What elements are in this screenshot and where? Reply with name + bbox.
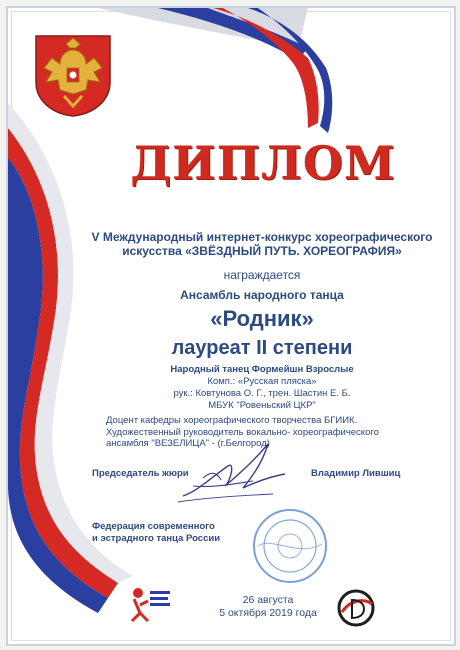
round-stamp-icon [238, 506, 338, 586]
contest-name [86, 230, 438, 258]
credentials-line: Художественный руководитель вокально- хореографического [106, 426, 379, 438]
jury-chair-label: Председатель жюри [92, 468, 189, 479]
event-dates [178, 594, 358, 620]
leaders-line: рук.: Ковтунова О. Г., трен. Шастин Е. Б. [173, 388, 351, 399]
institution-line: МБУК "Ровеньский ЦКР" [208, 400, 316, 411]
federation-line: и эстрадного танца России [92, 533, 221, 544]
diploma-sheet [6, 6, 456, 646]
ensemble-name: «Родник» [210, 306, 314, 331]
composition-line: Комп.: «Русская пляска» [207, 376, 317, 387]
diploma-title: ДИПЛОМ [130, 136, 396, 190]
date-line: 5 октября 2019 года [219, 607, 317, 619]
category-line: Народный танец Формейшн Взрослые [170, 364, 354, 375]
jury-chair-name: Владимир Лившиц [311, 468, 401, 479]
credentials-line: Доцент кафедры хореографического творчества БГИИК. [106, 415, 358, 426]
federation-line: Федерация современного [92, 521, 215, 532]
date-line: 26 августа [242, 594, 294, 606]
federation-logo-icon [126, 583, 172, 623]
performance-details [86, 364, 438, 412]
credentials-line: ансамбля "ВЕЗЕЛИЦА" - (г.Белгород) [106, 438, 270, 449]
awarded-label: награждается [223, 268, 301, 282]
contest-line: V Международный интернет-конкурс хореографического [91, 230, 433, 244]
ensemble-label: Ансамбль народного танца [180, 288, 344, 302]
laureate-degree: лауреат II степени [171, 337, 353, 359]
contest-line: искусства «ЗВЁЗДНЫЙ ПУТЬ. ХОРЕОГРАФИЯ» [122, 244, 402, 258]
coat-of-arms-icon [30, 32, 116, 118]
organizer-logo-icon [336, 588, 376, 628]
signature-icon [173, 436, 293, 506]
federation-name [92, 521, 220, 545]
